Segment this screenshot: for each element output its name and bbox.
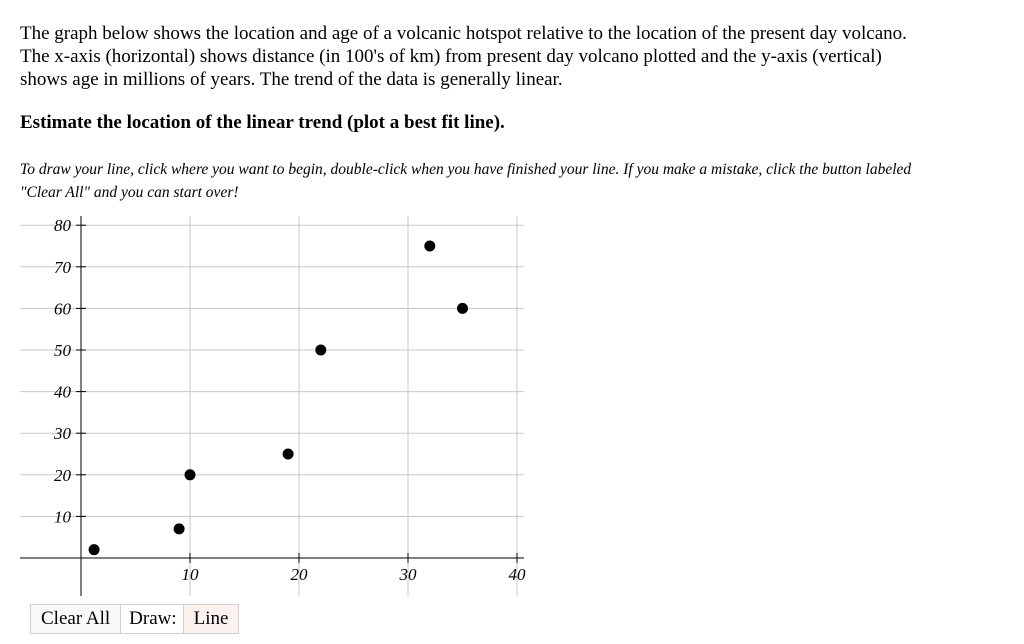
draw-label: Draw: [121,604,182,634]
graph-area[interactable] [20,208,530,600]
y-tick-label: 20 [54,465,71,485]
data-points [89,241,468,556]
ticks [76,225,517,563]
y-tick-label: 40 [54,382,71,402]
toolbar [30,604,239,634]
task-heading: Estimate the location of the linear trend (plot a best fit line). [20,112,505,133]
grid-lines [20,216,524,596]
x-tick-label: 10 [181,565,199,584]
x-tick-label: 30 [399,565,417,584]
data-point [457,303,468,314]
data-point [185,469,196,480]
data-point [89,544,100,555]
y-tick-label: 80 [54,216,71,236]
y-tick-label: 50 [54,341,71,360]
instructions-text: To draw your line, click where you want to begin, double-click when you have finished your line. If you make a mistake, click the button labeled "Clear All" and you can start over! [20,161,912,201]
y-tick-label: 10 [54,507,71,527]
x-tick-label: 20 [290,565,308,584]
data-point [174,523,185,534]
data-point [424,241,435,252]
draw-mode-line-button[interactable]: Line [183,604,240,634]
scatter-plot[interactable] [20,208,530,600]
y-tick-label: 60 [54,299,71,319]
y-tick-label: 70 [54,257,71,277]
data-point [315,345,326,356]
axes [20,216,524,596]
data-point [283,449,294,460]
clear-all-button[interactable]: Clear All [30,604,121,634]
intro-paragraph: The graph below shows the location and age of a volcanic hotspot relative to the location of the present day volcano. The x-axis (horizontal) shows distance (in 100's of km) from present day volcano plotted and the y-axis (vertical) shows age in millions of years. The trend of the data is generally linear. [20,23,907,90]
x-tick-label: 40 [508,565,526,584]
y-tick-label: 30 [54,424,71,444]
